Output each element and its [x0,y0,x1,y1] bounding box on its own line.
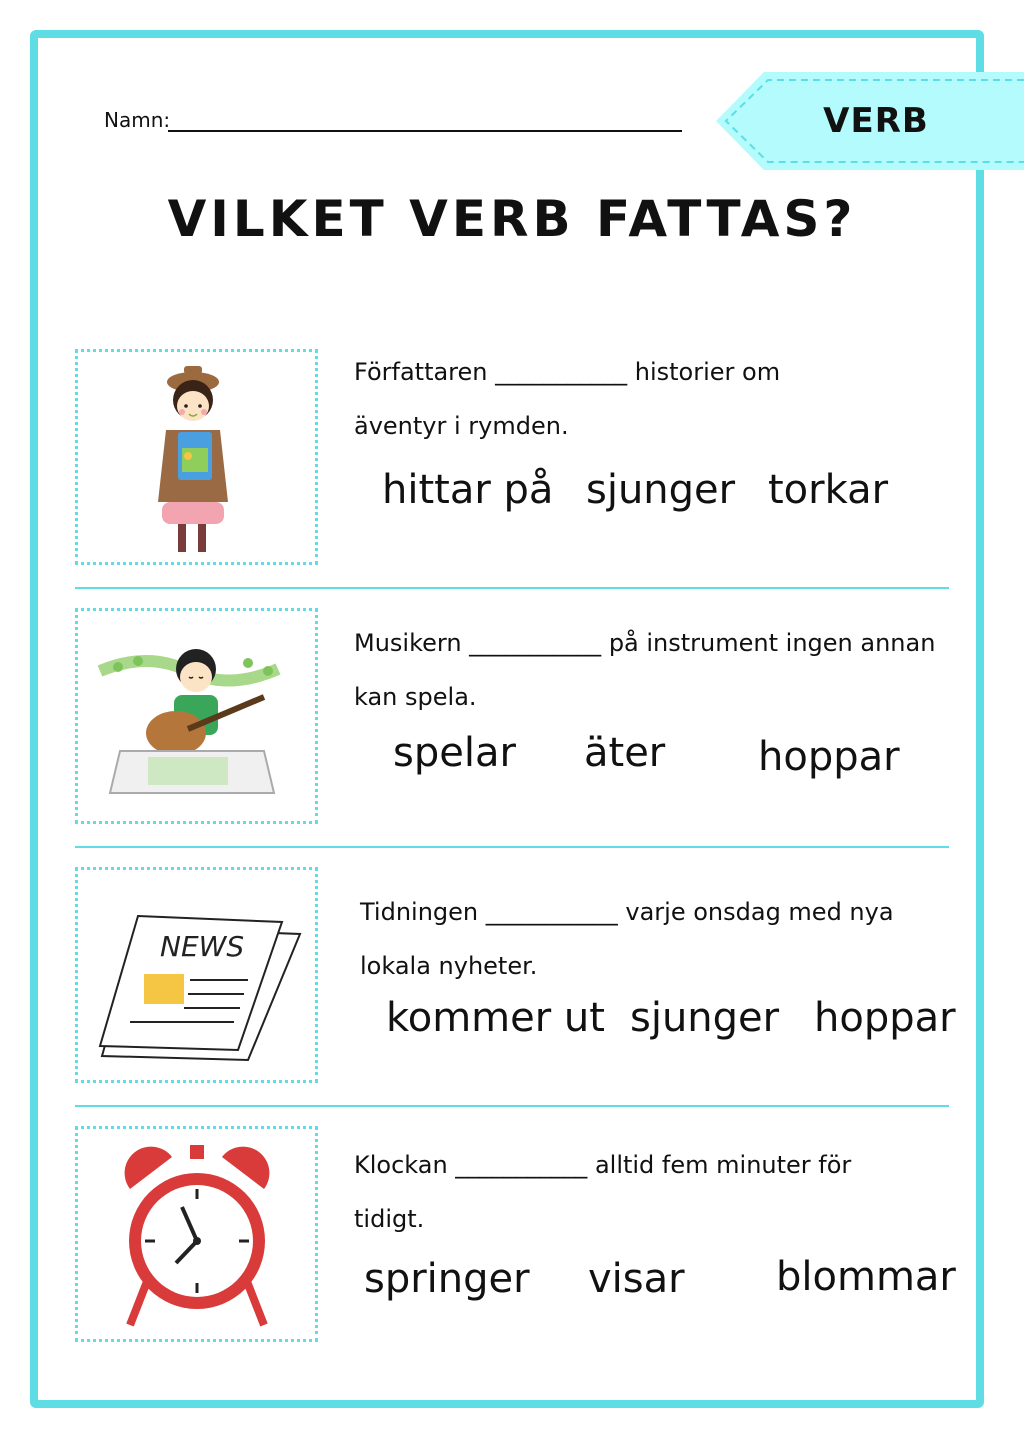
page-title: VILKET VERB FATTAS? [167,190,857,248]
option-3[interactable]: hoppar [814,995,956,1041]
option-2[interactable]: sjunger [586,467,736,513]
option-3[interactable]: blommar [776,1254,956,1300]
option-3[interactable]: torkar [768,467,889,513]
sentence-line-2: lokala nyheter. [360,952,538,980]
divider [75,846,949,848]
newspaper-icon [75,867,318,1083]
option-2[interactable]: äter [584,730,666,776]
option-3[interactable]: hoppar [758,734,900,780]
sentence-line-2: kan spela. [354,683,477,711]
question-row-4 [0,1126,1024,1385]
divider [75,1105,949,1107]
author-with-book-icon [75,349,318,565]
alarm-clock-icon [75,1126,318,1342]
sentence-line-1: Musikern ___________ på instrument ingen annan [354,629,936,657]
sentence-line-1: Tidningen ___________ varje onsdag med nya [360,898,894,926]
option-1[interactable]: springer [364,1256,530,1302]
option-1[interactable]: kommer ut [386,995,605,1041]
sentence-line-1: Klockan ___________ alltid fem minuter för [354,1151,852,1179]
musician-with-guitar-icon [75,608,318,824]
divider [75,587,949,589]
option-1[interactable]: spelar [393,730,516,776]
verb-tag-label: VERB [823,101,929,141]
sentence-line-2: äventyr i rymden. [354,412,569,440]
name-field[interactable] [168,130,682,132]
name-label: Namn: [104,108,171,132]
option-2[interactable]: sjunger [630,995,780,1041]
verb-tag [716,72,1024,170]
sentence-line-2: tidigt. [354,1205,425,1233]
question-row-2 [0,608,1024,867]
newspaper-headline: NEWS [160,930,245,963]
sentence-line-1: Författaren ___________ historier om [354,358,781,386]
option-1[interactable]: hittar på [382,467,554,513]
question-row-3 [0,867,1024,1126]
option-2[interactable]: visar [588,1256,685,1302]
question-row-1 [0,349,1024,608]
